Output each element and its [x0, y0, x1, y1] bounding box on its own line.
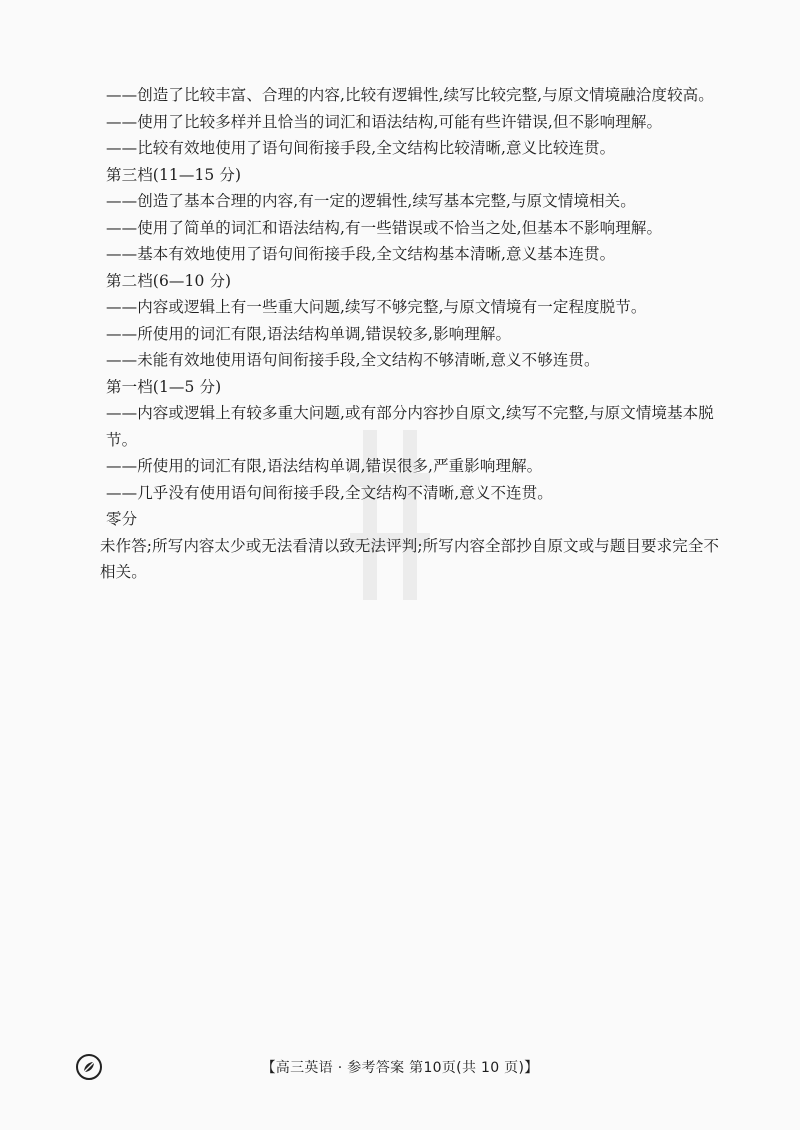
footer-page-label: 【高三英语 · 参考答案 第10页(共 10 页)】	[261, 1060, 539, 1076]
criteria-line: ——基本有效地使用了语句间衔接手段,全文结构基本清晰,意义基本连贯。	[106, 245, 616, 263]
criteria-line: ——创造了比较丰富、合理的内容,比较有逻辑性,续写比较完整,与原文情境融洽度较高。	[106, 86, 714, 104]
criteria-line: ——所使用的词汇有限,语法结构单调,错误较多,影响理解。	[106, 324, 512, 343]
criteria-line: ——内容或逻辑上有较多重大问题,或有部分内容抄自原文,续写不完整,与原文情境基本脱节。	[106, 404, 714, 449]
zero-score-paragraph: 未作答;所写内容太少或无法看清以致无法评判;所写内容全部抄自原文或与题目要求完全不相关。	[100, 536, 720, 581]
criteria-line: ——比较有效地使用了语句间衔接手段,全文结构比较清晰,意义比较连贯。	[106, 139, 616, 157]
scoring-criteria	[100, 82, 730, 586]
criteria-line: ——使用了比较多样并且恰当的词汇和语法结构,可能有些许错误,但不影响理解。	[106, 112, 663, 131]
page-footer	[0, 1054, 800, 1084]
criteria-line: ——创造了基本合理的内容,有一定的逻辑性,续写基本完整,与原文情境相关。	[106, 192, 636, 210]
criteria-line: ——几乎没有使用语句间衔接手段,全文结构不清晰,意义不连贯。	[106, 483, 553, 502]
criteria-line: ——未能有效地使用语句间衔接手段,全文结构不够清晰,意义不够连贯。	[106, 351, 600, 369]
level-heading: 第三档(11—15 分)	[106, 165, 242, 184]
level-heading: 第一档(1—5 分)	[106, 377, 222, 396]
level-heading: 第二档(6—10 分)	[106, 271, 232, 290]
criteria-line: ——所使用的词汇有限,语法结构单调,错误很多,严重影响理解。	[106, 457, 543, 475]
level-heading: 零分	[106, 510, 138, 528]
criteria-line: ——内容或逻辑上有一些重大问题,续写不够完整,与原文情境有一定程度脱节。	[106, 298, 647, 316]
criteria-line: ——使用了简单的词汇和语法结构,有一些错误或不恰当之处,但基本不影响理解。	[106, 218, 663, 237]
